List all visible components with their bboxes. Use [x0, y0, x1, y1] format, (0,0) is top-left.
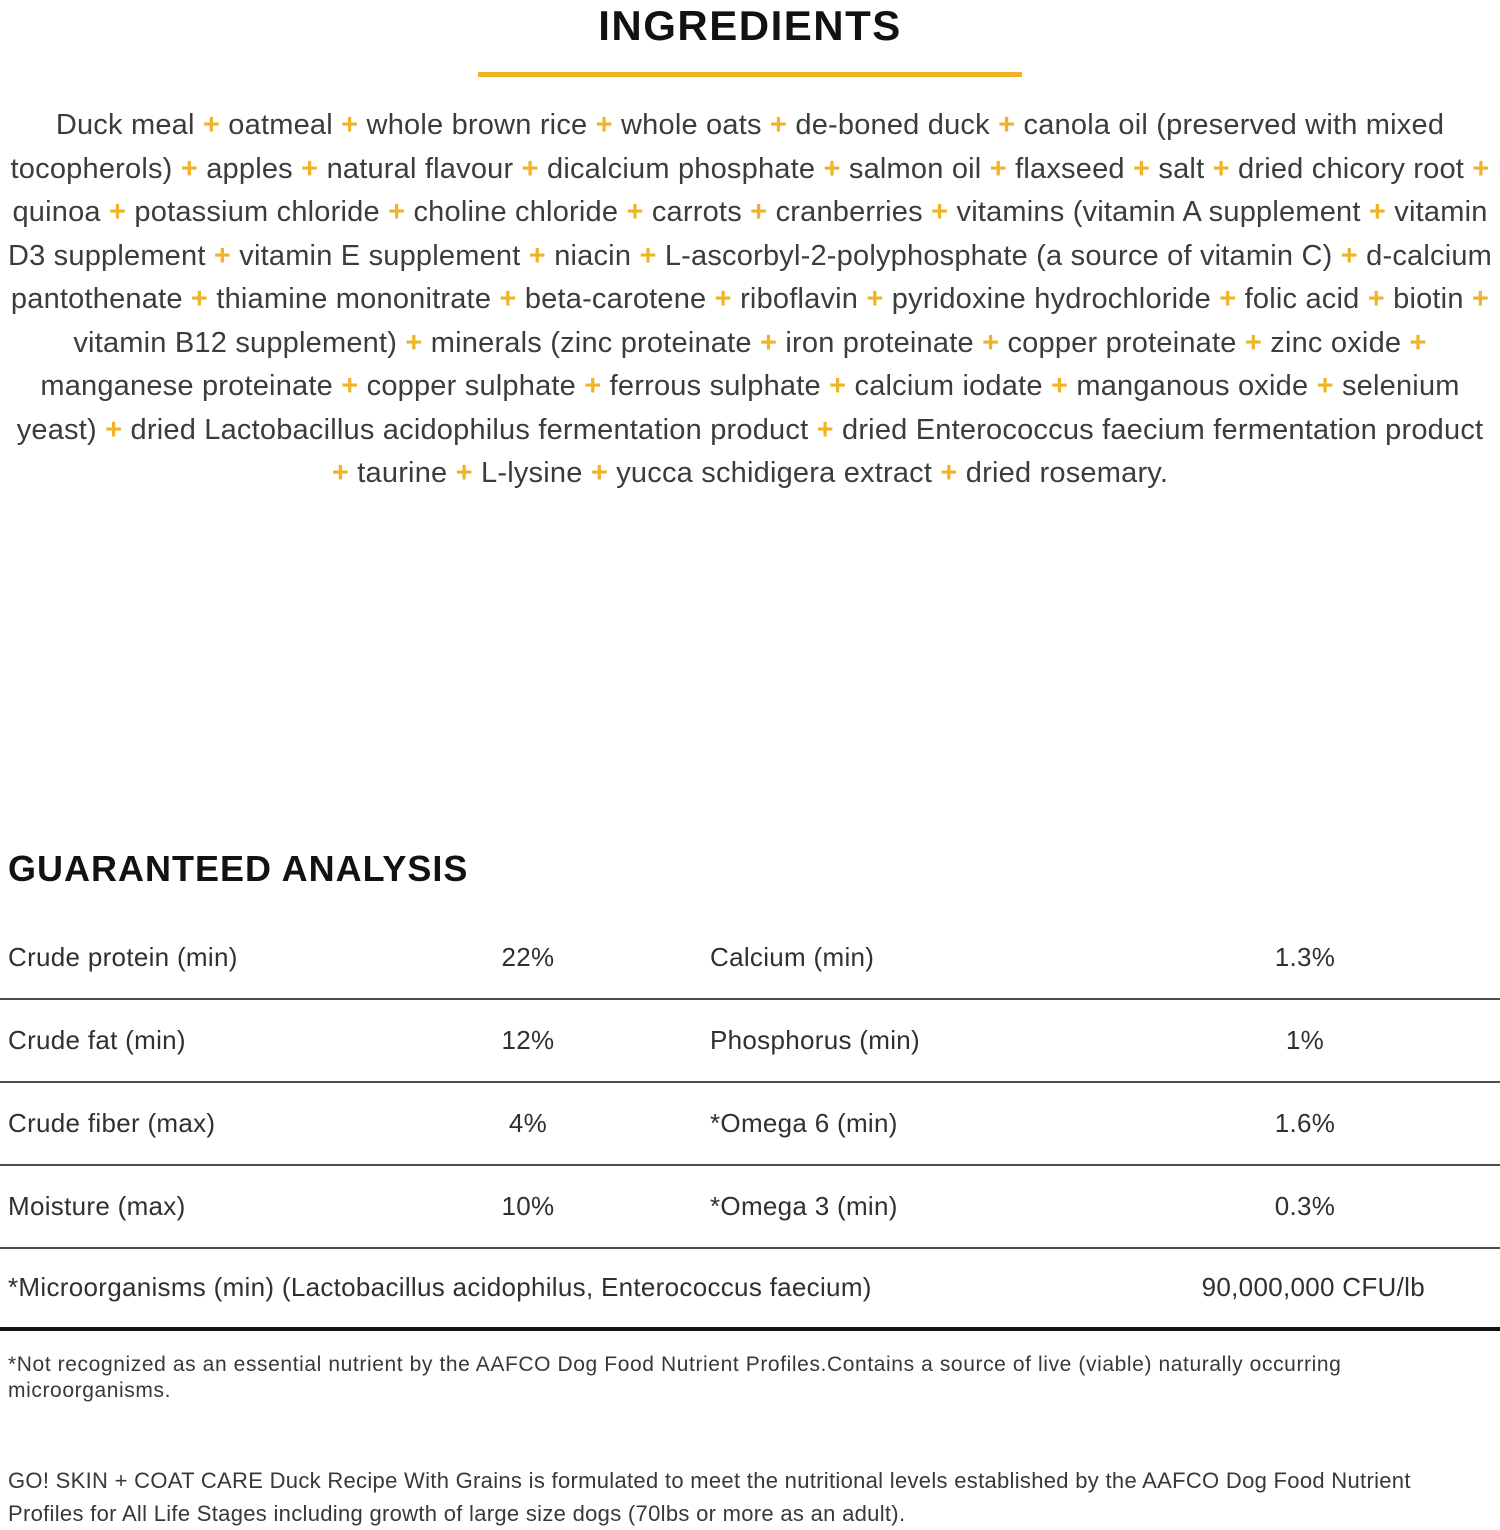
- plus-separator-icon: +: [595, 109, 613, 141]
- analysis-label: Crude fat (min): [8, 1024, 186, 1055]
- plus-separator-icon: +: [388, 196, 406, 228]
- plus-separator-icon: +: [750, 196, 768, 228]
- plus-separator-icon: +: [769, 109, 788, 141]
- analysis-value: 4%: [508, 1107, 548, 1138]
- plus-separator-icon: +: [1472, 152, 1490, 185]
- microorganisms-row: [0, 1249, 1500, 1331]
- analysis-label: Phosphorus (min): [710, 1024, 920, 1055]
- analysis-value: 22%: [501, 941, 555, 972]
- plus-separator-icon: +: [1368, 196, 1387, 228]
- plus-separator-icon: +: [823, 152, 841, 185]
- analysis-label: *Omega 6 (min): [710, 1107, 898, 1138]
- plus-separator-icon: +: [714, 283, 732, 315]
- plus-separator-icon: +: [341, 109, 359, 141]
- ingredients-paragraph: Duck meal + oatmeal + whole brown rice + whole oats + de-boned duck + canola oil (preserved with mixed tocopherols) + apples + natural flavour + dicalcium phosphate + salmon oil + flaxseed + salt + dried chicory root + quinoa + potassium chloride + choline chloride + carrots + cranberries + vitamins (vitamin A supplement + vitamin D3 supplement + vitamin E supplement + niacin + L-ascorbyl-2-polyphosphate (a source of vitamin C) + d-calcium pantothenate + thiamine mononitrate + beta-carotene + riboflavin + pyridoxine hydrochloride + folic acid + biotin + vitamin B12 supplement) + minerals (zinc proteinate + iron proteinate + copper proteinate + zinc oxide + manganese proteinate + copper sulphate + ferrous sulphate + calcium iodate + manganous oxide + selenium yeast) + dried Lactobacillus acidophilus fermentation product + dried Enterococcus faecium fermentation product + taurine + L-lysine + yucca schidigera extract + dried rosemary.: [7, 109, 1493, 489]
- plus-separator-icon: +: [829, 370, 847, 402]
- ingredients-section: [0, 0, 1500, 496]
- aafco-footnote: *Not recognized as an essential nutrient by the AAFCO Dog Food Nutrient Profiles.Contains a source of live (viable) naturally occurring microorganisms.: [8, 1352, 1342, 1402]
- plus-separator-icon: +: [639, 239, 657, 272]
- analysis-value: 0.3%: [1274, 1190, 1336, 1221]
- plus-separator-icon: +: [584, 370, 602, 402]
- plus-separator-icon: +: [931, 196, 949, 228]
- plus-separator-icon: +: [1340, 239, 1358, 272]
- plus-separator-icon: +: [202, 109, 221, 141]
- plus-separator-icon: +: [105, 413, 123, 446]
- table-row: [0, 1083, 1500, 1166]
- plus-separator-icon: +: [190, 283, 209, 315]
- plus-separator-icon: +: [590, 457, 608, 489]
- analysis-value: 1.3%: [1274, 941, 1336, 972]
- plus-separator-icon: +: [982, 326, 1000, 359]
- plus-separator-icon: +: [1244, 326, 1262, 359]
- analysis-value: 90,000,000 CFU/lb: [1201, 1272, 1425, 1302]
- plus-separator-icon: +: [626, 196, 644, 228]
- plus-separator-icon: +: [1219, 283, 1237, 315]
- plus-separator-icon: +: [866, 283, 884, 315]
- plus-separator-icon: +: [940, 457, 958, 489]
- analysis-value: 1.6%: [1274, 1107, 1336, 1138]
- plus-separator-icon: +: [816, 413, 834, 446]
- plus-separator-icon: +: [455, 457, 473, 489]
- analysis-label: *Omega 3 (min): [710, 1190, 898, 1221]
- analysis-label: Crude fiber (max): [8, 1107, 216, 1138]
- guaranteed-analysis-title: GUARANTEED ANALYSIS: [8, 847, 469, 889]
- plus-separator-icon: +: [109, 196, 127, 228]
- table-row: [0, 917, 1500, 1000]
- plus-separator-icon: +: [998, 109, 1016, 141]
- plus-separator-icon: +: [1316, 370, 1334, 402]
- plus-separator-icon: +: [1367, 283, 1385, 315]
- analysis-table: [0, 917, 1500, 1331]
- plus-separator-icon: +: [759, 326, 778, 359]
- plus-separator-icon: +: [180, 152, 198, 185]
- analysis-label: Crude protein (min): [8, 941, 238, 972]
- plus-separator-icon: +: [301, 152, 319, 185]
- plus-separator-icon: +: [331, 457, 350, 489]
- analysis-value: 1%: [1285, 1024, 1325, 1055]
- plus-separator-icon: +: [521, 152, 539, 185]
- analysis-label: Calcium (min): [710, 941, 875, 972]
- plus-separator-icon: +: [1471, 283, 1490, 315]
- analysis-label: *Microorganisms (min) (Lactobacillus acidophilus, Enterococcus faecium): [8, 1272, 872, 1302]
- analysis-value: 10%: [501, 1190, 555, 1221]
- table-row: [0, 1166, 1500, 1249]
- plus-separator-icon: +: [1133, 152, 1151, 185]
- ingredients-title: INGREDIENTS: [598, 2, 902, 49]
- formulation-statement: GO! SKIN + COAT CARE Duck Recipe With Grains is formulated to meet the nutritional levels established by the AAFCO Dog Food Nutrient Profiles for All Life Stages including growth of large size dogs (70lbs or more as an adult).: [8, 1467, 1411, 1526]
- plus-separator-icon: +: [1212, 152, 1230, 185]
- analysis-label: Moisture (max): [8, 1190, 186, 1221]
- plus-separator-icon: +: [499, 283, 517, 315]
- title-underline-rule: [478, 72, 1022, 77]
- table-row: [0, 1000, 1500, 1083]
- plus-separator-icon: +: [213, 239, 231, 272]
- plus-separator-icon: +: [1409, 326, 1427, 359]
- plus-separator-icon: +: [341, 370, 359, 402]
- plus-separator-icon: +: [405, 326, 423, 359]
- analysis-value: 12%: [501, 1024, 555, 1055]
- plus-separator-icon: +: [989, 152, 1007, 185]
- plus-separator-icon: +: [1050, 370, 1069, 402]
- plus-separator-icon: +: [528, 239, 546, 272]
